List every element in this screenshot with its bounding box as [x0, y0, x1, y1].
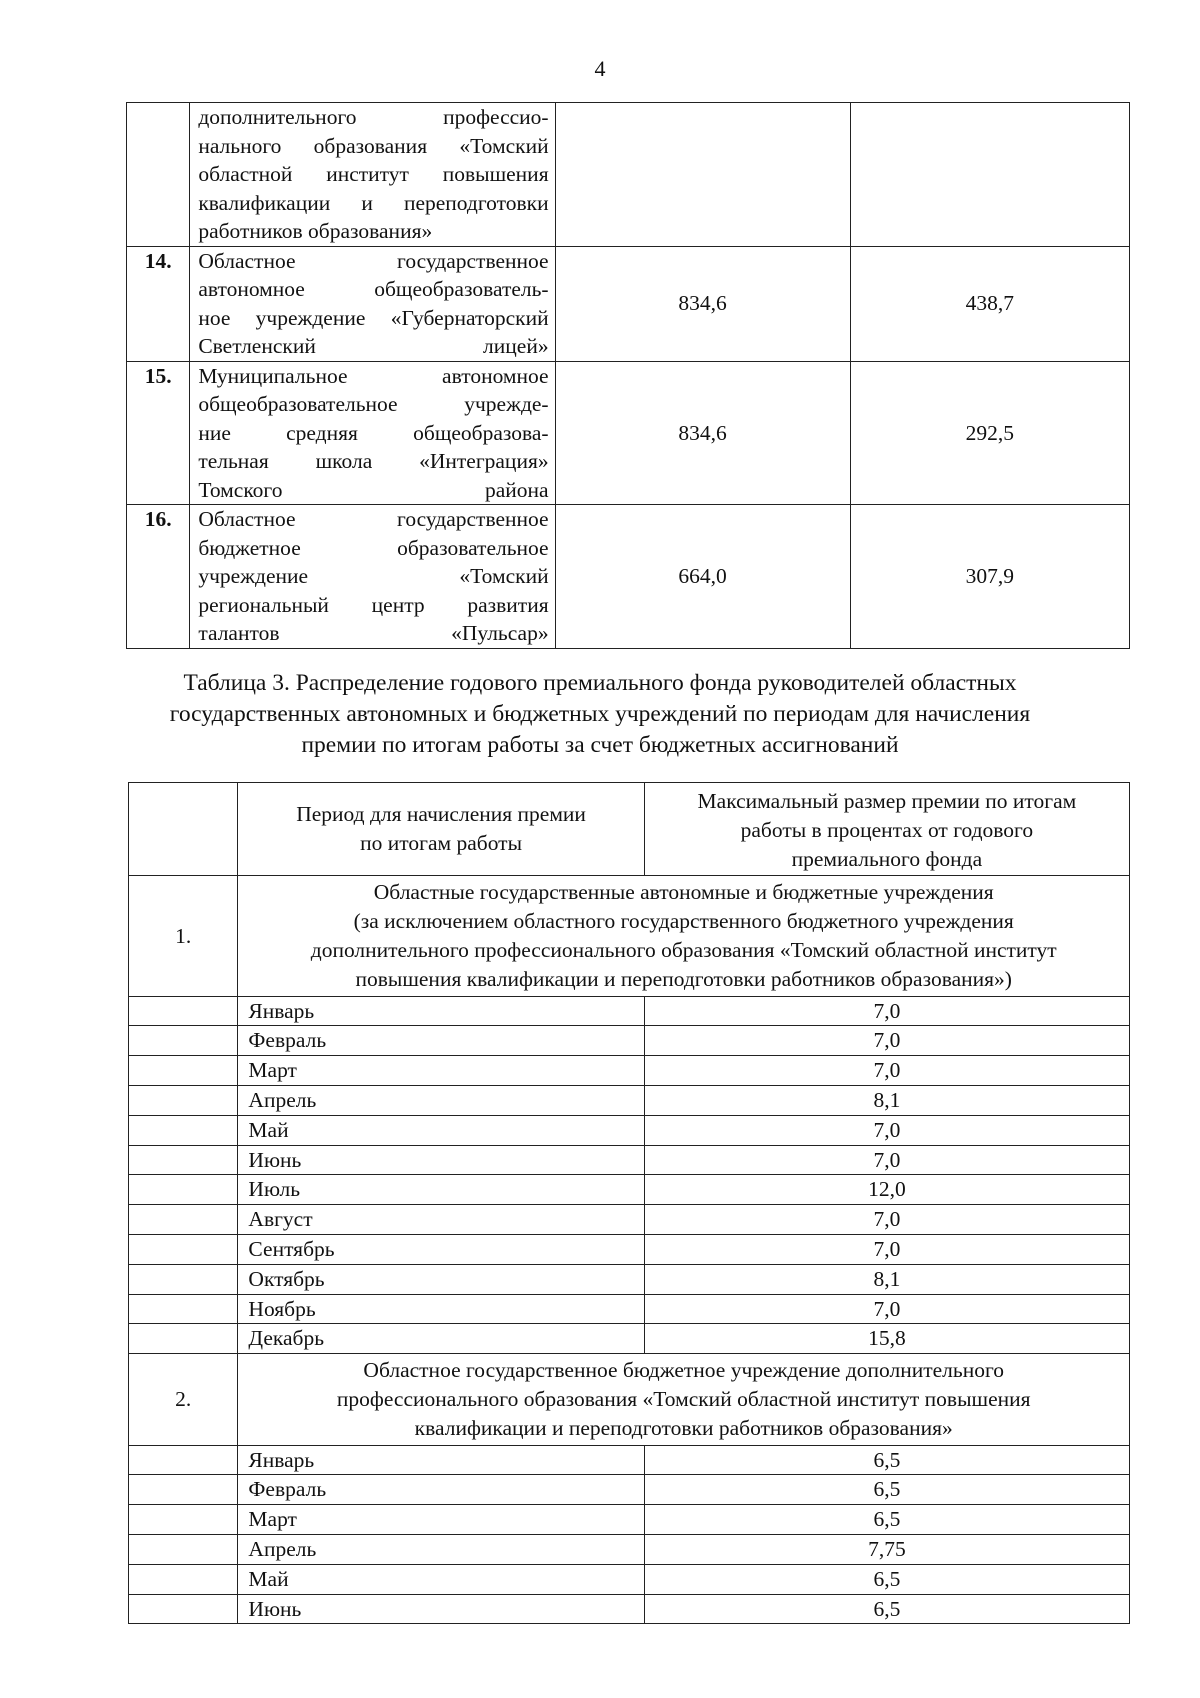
month-cell: Март	[238, 1505, 644, 1535]
name-line: Светленский лицей»	[198, 334, 549, 358]
empty-cell	[129, 1445, 238, 1475]
month-cell: Сентябрь	[238, 1234, 644, 1264]
table-row	[127, 505, 1130, 649]
table-row	[129, 1234, 1130, 1264]
month-cell: Апрель	[238, 1085, 644, 1115]
section-row	[129, 876, 1130, 996]
empty-cell	[129, 1145, 238, 1175]
month-cell: Июнь	[238, 1145, 644, 1175]
percent-cell: 7,0	[644, 1115, 1129, 1145]
percent-cell: 6,5	[644, 1594, 1129, 1624]
value-cell: 834,6	[555, 246, 850, 361]
percent-cell: 8,1	[644, 1264, 1129, 1294]
percent-cell: 6,5	[644, 1475, 1129, 1505]
percent-cell: 15,8	[644, 1324, 1129, 1354]
name-line: Областное государственное	[198, 248, 549, 273]
empty-cell	[129, 1026, 238, 1056]
empty-cell	[129, 996, 238, 1026]
empty-cell	[129, 1115, 238, 1145]
header-period-cell	[238, 783, 644, 876]
table-row	[127, 246, 1130, 361]
name-line: тельная школа «Интеграция»	[198, 449, 549, 473]
row-number-cell: 14.	[127, 246, 190, 361]
row-number-cell: 15.	[127, 361, 190, 505]
caption-line: Таблица 3. Распределение годового премиального фонда руководителей областных	[183, 670, 1017, 696]
header-line: премиального фонда	[791, 846, 983, 871]
name-line: ное учреждение «Губернаторский	[198, 305, 549, 330]
name-line: общеобразовательное учрежде-	[198, 392, 549, 416]
header-line: Максимальный размер премии по итогам	[697, 789, 1077, 813]
row-number-cell: 16.	[127, 505, 190, 649]
empty-cell	[129, 1534, 238, 1564]
header-number-cell	[129, 783, 238, 876]
percent-cell: 7,0	[644, 1234, 1129, 1264]
table-row	[129, 1115, 1130, 1145]
value-cell: 834,6	[555, 361, 850, 505]
name-line: бюджетное образовательное	[198, 535, 549, 560]
percent-cell: 7,0	[644, 1145, 1129, 1175]
percent-cell: 7,0	[644, 1294, 1129, 1324]
row-number-cell	[127, 103, 190, 247]
month-cell: Август	[238, 1205, 644, 1235]
section-title-cell	[238, 1354, 1130, 1445]
name-line: нального образования «Томский	[198, 133, 549, 158]
premium-distribution-table	[128, 782, 1130, 1624]
empty-cell	[129, 1564, 238, 1594]
section-title-line: повышения квалификации и переподготовки работников образования»)	[355, 966, 1012, 991]
name-line: региональный центр развития	[198, 592, 549, 617]
name-line: талантов «Пульсар»	[198, 621, 549, 645]
month-cell: Апрель	[238, 1534, 644, 1564]
month-cell: Июнь	[238, 1594, 644, 1624]
percent-cell: 6,5	[644, 1445, 1129, 1475]
empty-cell	[129, 1594, 238, 1624]
table-row	[129, 1026, 1130, 1056]
month-cell: Декабрь	[238, 1324, 644, 1354]
name-line: автономное общеобразователь-	[198, 277, 549, 301]
value-cell: 307,9	[850, 505, 1129, 649]
section-title-line: (за исключением областного государственного бюджетного учреждения	[353, 909, 1014, 934]
empty-cell	[129, 1505, 238, 1535]
header-line: Период для начисления премии	[296, 802, 586, 827]
empty-cell	[129, 1264, 238, 1294]
name-line: дополнительного профессио-	[198, 105, 549, 129]
month-cell: Январь	[238, 996, 644, 1026]
institution-name-cell	[190, 246, 555, 361]
percent-cell: 6,5	[644, 1564, 1129, 1594]
table-row-continuation	[127, 103, 1130, 247]
percent-cell: 7,0	[644, 996, 1129, 1026]
section-title-line: квалификации и переподготовки работников образования»	[414, 1415, 953, 1440]
table-row	[129, 1505, 1130, 1535]
month-cell: Февраль	[238, 1026, 644, 1056]
value-cell: 292,5	[850, 361, 1129, 505]
table-row	[129, 1145, 1130, 1175]
header-line: работы в процентах от годового	[740, 817, 1034, 842]
institutions-table	[126, 102, 1130, 649]
month-cell: Январь	[238, 1445, 644, 1475]
table-row	[129, 1534, 1130, 1564]
percent-cell: 7,0	[644, 1056, 1129, 1086]
value-cell: 664,0	[555, 505, 850, 649]
section-title-line: дополнительного профессионального образования «Томский областной институт	[310, 937, 1057, 962]
empty-cell	[129, 1234, 238, 1264]
percent-cell: 7,0	[644, 1205, 1129, 1235]
table-row	[129, 1564, 1130, 1594]
empty-cell	[129, 1085, 238, 1115]
institution-name-cell	[190, 361, 555, 505]
table-row	[129, 1594, 1130, 1624]
table-row	[129, 1445, 1130, 1475]
table-header-row	[129, 783, 1130, 876]
section-row	[129, 1354, 1130, 1445]
section-number-cell: 1.	[129, 876, 238, 996]
name-line: работников образования»	[198, 219, 433, 243]
section-number-cell: 2.	[129, 1354, 238, 1445]
value-cell	[850, 103, 1129, 247]
empty-cell	[129, 1324, 238, 1354]
name-line: областной институт повышения	[198, 162, 549, 186]
percent-cell: 8,1	[644, 1085, 1129, 1115]
percent-cell: 7,0	[644, 1026, 1129, 1056]
section-title-line: профессионального образования «Томский областной институт повышения	[336, 1386, 1031, 1411]
name-line: Муниципальное автономное	[198, 363, 549, 388]
value-cell	[555, 103, 850, 247]
institution-name-cell	[190, 103, 555, 247]
caption-line: премии по итогам работы за счет бюджетных ассигнований	[301, 732, 899, 758]
percent-cell: 12,0	[644, 1175, 1129, 1205]
table-row	[129, 1264, 1130, 1294]
caption-line: государственных автономных и бюджетных учреждений по периодам для начисления	[169, 701, 1031, 727]
table-row	[127, 361, 1130, 505]
month-cell: Май	[238, 1564, 644, 1594]
name-line: ние средняя общеобразова-	[198, 420, 549, 445]
month-cell: Май	[238, 1115, 644, 1145]
month-cell: Июль	[238, 1175, 644, 1205]
month-cell: Март	[238, 1056, 644, 1086]
empty-cell	[129, 1175, 238, 1205]
table-row	[129, 1475, 1130, 1505]
table-row	[129, 996, 1130, 1026]
table-row	[129, 1294, 1130, 1324]
header-line: по итогам работы	[360, 831, 523, 856]
value-cell: 438,7	[850, 246, 1129, 361]
page-number: 4	[594, 56, 606, 81]
table-row	[129, 1324, 1130, 1354]
month-cell: Ноябрь	[238, 1294, 644, 1324]
header-max-premium-cell	[644, 783, 1129, 876]
section-title-line: Областное государственное бюджетное учреждение дополнительного	[363, 1358, 1004, 1383]
name-line: Областное государственное	[198, 507, 549, 531]
percent-cell: 7,75	[644, 1534, 1129, 1564]
month-cell: Октябрь	[238, 1264, 644, 1294]
table-row	[129, 1085, 1130, 1115]
table-row	[129, 1175, 1130, 1205]
empty-cell	[129, 1475, 238, 1505]
month-cell: Февраль	[238, 1475, 644, 1505]
name-line: Томского района	[198, 477, 549, 502]
section-title-line: Областные государственные автономные и бюджетные учреждения	[373, 880, 994, 905]
table-row	[129, 1056, 1130, 1086]
empty-cell	[129, 1205, 238, 1235]
name-line: учреждение «Томский	[198, 564, 549, 588]
percent-cell: 6,5	[644, 1505, 1129, 1535]
table-3-caption	[120, 668, 1080, 761]
empty-cell	[129, 1294, 238, 1324]
name-line: квалификации и переподготовки	[198, 190, 549, 215]
empty-cell	[129, 1056, 238, 1086]
institution-name-cell	[190, 505, 555, 649]
section-title-cell	[238, 876, 1130, 996]
table-row	[129, 1205, 1130, 1235]
